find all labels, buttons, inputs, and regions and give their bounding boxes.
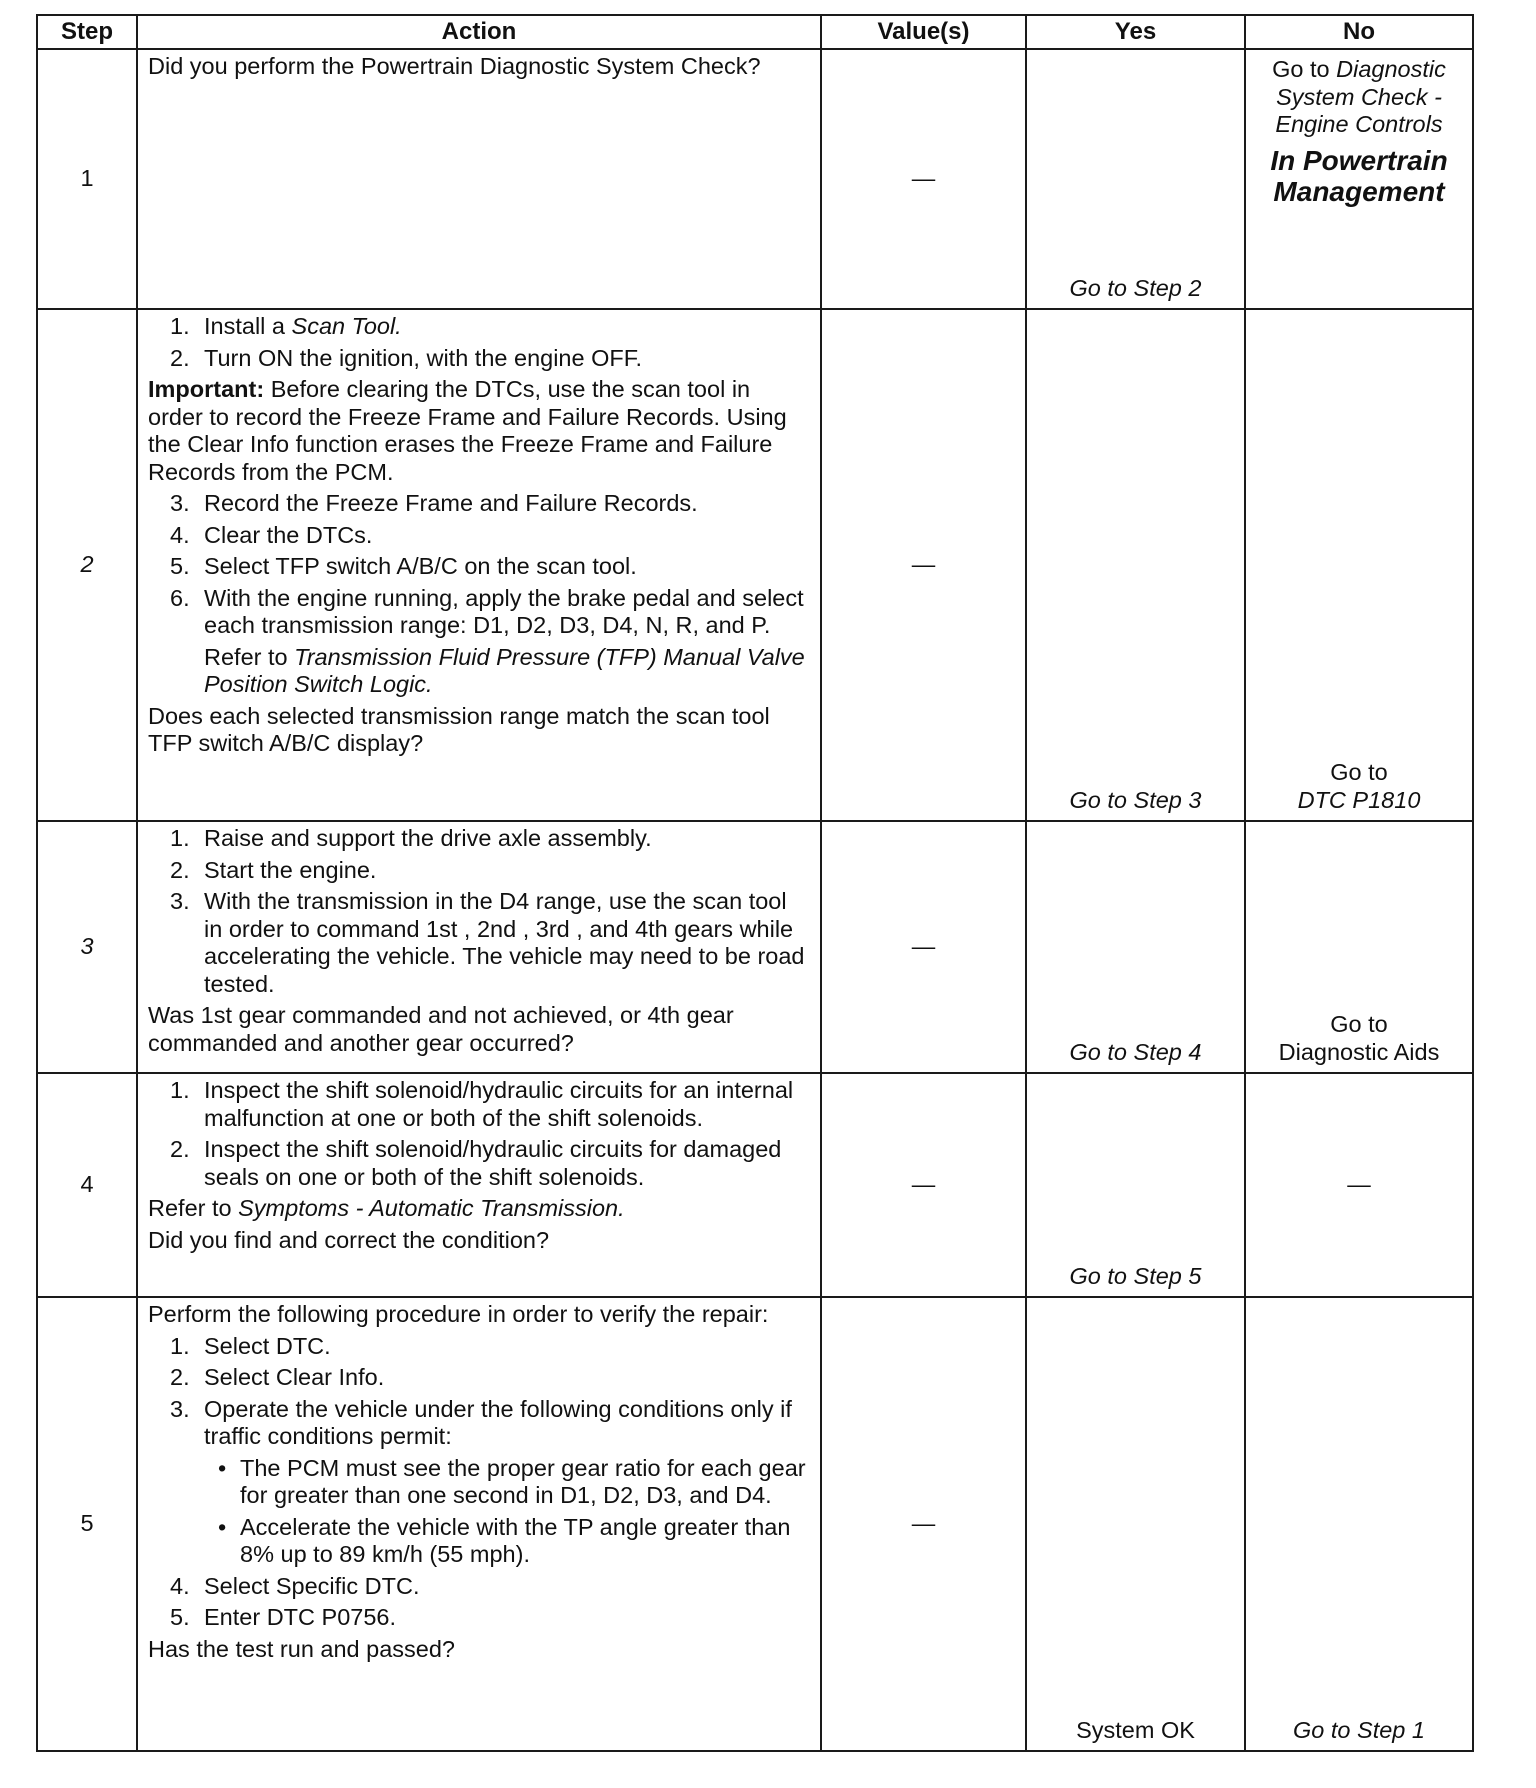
list-item [148,1333,810,1361]
item-number: 3. [170,1395,190,1422]
intro-text: Perform the following procedure in order to verify the repair: [148,1301,769,1327]
no-link-line1: Diagnostic [1336,56,1446,82]
item-number: 2. [170,856,190,883]
item-number: 5. [170,1604,190,1630]
question-text: Was 1st gear commanded and not achieved, or 4th gear commanded and another gear occurred? [148,1002,734,1056]
list-item [148,1396,810,1451]
yes-cell [1026,309,1245,821]
no-extra-line2: Management [1273,175,1445,207]
value-cell: — [821,1297,1026,1751]
action-cell [137,49,821,309]
value-cell: — [821,1073,1026,1297]
no-link-line3: Engine Controls [1275,111,1443,137]
item-text: Enter DTC P0756. [204,1604,397,1630]
item-text: Operate the vehicle under the following conditions only if traffic conditions permit: [204,1395,792,1449]
action-cell [137,309,821,821]
reference-note [148,644,810,699]
yes-link[interactable]: Go to Step 4 [1069,1038,1202,1065]
header-row [37,15,1473,49]
item-text: With the engine running, apply the brake pedal and select each transmission range: D1, D2, D3, D4, N, R, and P. [204,584,804,638]
item-text: Select DTC. [204,1332,331,1359]
list-item [148,1604,810,1632]
list-item [148,888,810,998]
table-row-step-5 [37,1297,1473,1751]
no-target: Diagnostic Aids [1278,1038,1440,1065]
list-item [148,1136,810,1191]
yes-link[interactable]: Go to Step 5 [1069,1262,1202,1289]
step-number: 2 [37,309,137,821]
action-cell [137,821,821,1073]
item-number: 4. [170,521,190,548]
question-text: Did you find and correct the condition? [148,1226,550,1253]
item-number: 6. [170,584,190,611]
item-text: Raise and support the drive axle assembly. [204,825,652,851]
bullet-icon: • [218,1513,227,1540]
step-number: 1 [37,49,137,309]
table-row-step-4 [37,1073,1473,1297]
item-number: 1. [170,313,190,339]
step-number: 5 [37,1297,137,1751]
action-cell [137,1297,821,1751]
no-cell [1245,49,1473,309]
no-link-line2: System Check - [1276,83,1442,110]
no-prefix: Go to [1330,759,1388,785]
bullet-item [148,1514,810,1569]
item-text: Turn ON the ignition, with the engine OFF. [204,344,643,371]
reference-prefix: Refer to [204,643,288,670]
value-cell: — [821,309,1026,821]
value-cell: — [821,821,1026,1073]
item-text: Clear the DTCs. [204,521,373,548]
no-link[interactable] [1246,759,1472,814]
item-number: 1. [170,825,190,851]
list-item [148,490,810,518]
important-text: Before clearing the DTCs, use the scan tool in order to record the Freeze Frame and Failure Records. Using the Clear Info function erases the Freeze Frame and Failure Records from the PCM. [148,376,787,485]
item-number: 5. [170,553,190,579]
reference-note [148,1195,810,1223]
no-cell [1245,1297,1473,1751]
reference-prefix: Refer to [148,1195,232,1221]
header-action: Action [137,15,821,49]
no-extra-line1: In Powertrain [1270,144,1448,176]
item-text: With the transmission in the D4 range, use the scan tool in order to command 1st , 2nd , 3rd , and 4th gears while accelerating the vehicle. The vehicle may need to be road tested. [204,888,805,997]
bullet-text: The PCM must see the proper gear ratio for each gear for greater than one second in D1, D2, D3, and D4. [240,1454,806,1508]
bullet-text: Accelerate the vehicle with the TP angle greater than 8% up to 89 km/h (55 mph). [240,1513,791,1567]
yes-link[interactable]: Go to Step 2 [1069,274,1202,301]
item-number: 1. [170,1332,190,1359]
list-item [148,345,810,373]
item-text: Install a [204,313,285,339]
list-item [148,825,810,853]
header-step: Step [37,15,137,49]
item-number: 2. [170,1136,190,1162]
item-number: 2. [170,344,190,371]
item-number: 3. [170,888,190,914]
list-item [148,522,810,550]
no-cell [1245,309,1473,821]
item-text: Select Clear Info. [204,1364,385,1390]
question-text: Does each selected transmission range match the scan tool TFP switch A/B/C display? [148,702,770,756]
item-text: Record the Freeze Frame and Failure Records. [204,490,698,516]
no-link[interactable] [1246,1011,1472,1066]
list-item [148,1573,810,1601]
question-text: Did you perform the Powertrain Diagnostic System Check? [148,53,761,79]
list-item [148,857,810,885]
no-target: DTC P1810 [1297,786,1421,813]
yes-link[interactable]: Go to Step 3 [1069,786,1202,813]
reference-link[interactable]: Symptoms - Automatic Transmission. [238,1195,625,1221]
list-item [148,1077,810,1132]
no-cell: — [1245,1073,1473,1297]
yes-cell [1026,1073,1245,1297]
no-link[interactable] [1252,56,1466,139]
header-no: No [1245,15,1473,49]
step-number: 3 [37,821,137,1073]
table-row-step-3 [37,821,1473,1073]
diagnostic-table [36,14,1474,1752]
no-cell [1245,821,1473,1073]
list-item [148,553,810,581]
table-row-step-2 [37,309,1473,821]
no-prefix: Go to [1330,1011,1388,1037]
scan-tool-link[interactable]: Scan Tool. [291,313,402,339]
item-text: Inspect the shift solenoid/hydraulic circuits for damaged seals on one or both of the shift solenoids. [204,1136,782,1190]
item-number: 4. [170,1572,190,1599]
step-number: 4 [37,1073,137,1297]
reference-link[interactable]: Transmission Fluid Pressure (TFP) Manual Valve Position Switch Logic. [204,643,805,697]
yes-cell [1026,821,1245,1073]
header-values: Value(s) [821,15,1026,49]
item-text: Select Specific DTC. [204,1572,420,1599]
list-item [148,313,810,341]
list-item [148,585,810,640]
important-label: Important: [148,376,265,402]
action-cell [137,1073,821,1297]
item-number: 3. [170,490,190,516]
item-text: Inspect the shift solenoid/hydraulic circuits for an internal malfunction at one or both of the shift solenoids. [204,1077,794,1131]
header-yes: Yes [1026,15,1245,49]
important-note [148,376,810,486]
no-prefix: Go to [1272,56,1330,82]
bullet-icon: • [218,1454,227,1481]
table-row-step-1 [37,49,1473,309]
yes-result: System OK [1076,1716,1195,1743]
list-item [148,1364,810,1392]
value-cell: — [821,49,1026,309]
no-extra [1252,145,1466,207]
yes-cell [1026,1297,1245,1751]
question-text: Has the test run and passed? [148,1635,456,1662]
item-text: Start the engine. [204,856,377,883]
item-number: 1. [170,1077,190,1103]
item-number: 2. [170,1364,190,1390]
item-text: Select TFP switch A/B/C on the scan tool. [204,553,637,579]
no-link[interactable]: Go to Step 1 [1293,1716,1425,1743]
bullet-item [148,1455,810,1510]
yes-cell [1026,49,1245,309]
